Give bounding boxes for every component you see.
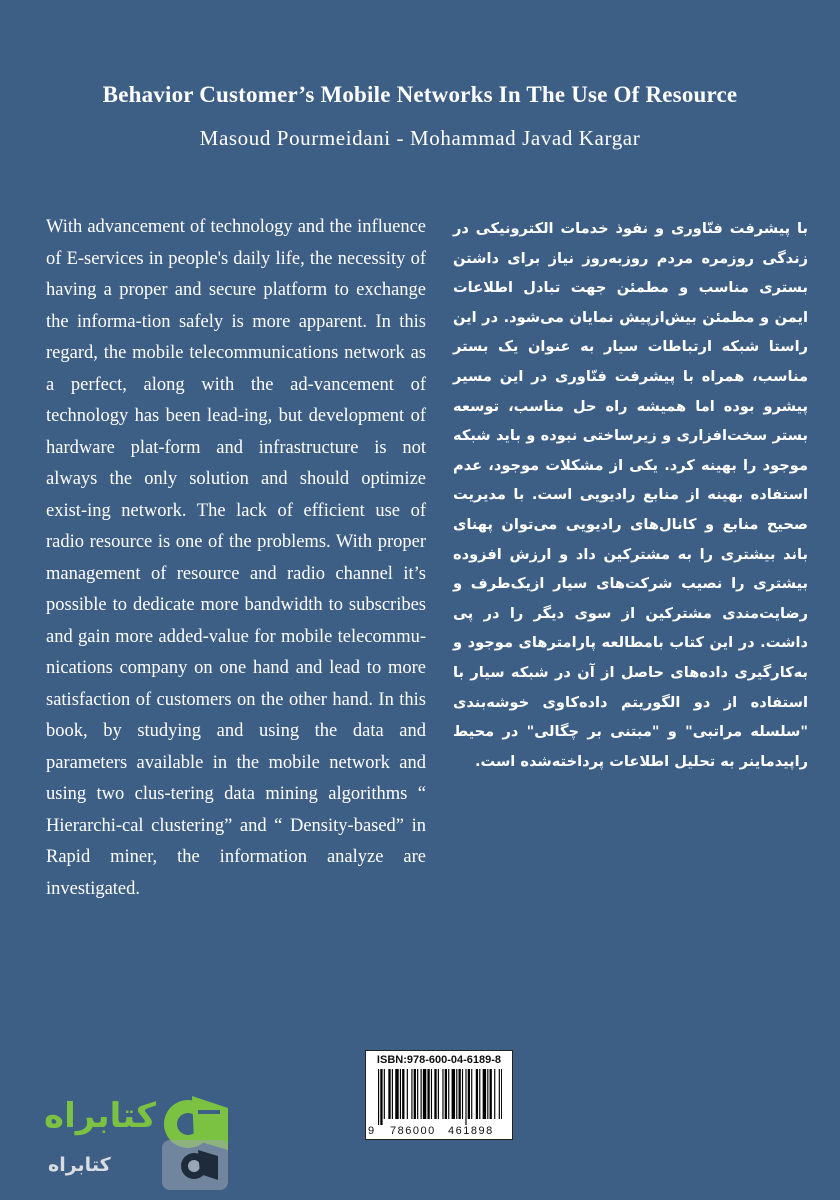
barcode-bar — [431, 1069, 432, 1119]
logo-text: کتابراه — [44, 1096, 157, 1136]
barcode-digit-left-group: 786000 — [390, 1125, 436, 1137]
barcode-bar — [402, 1069, 404, 1119]
publisher-logo[interactable] — [40, 1088, 240, 1198]
barcode-bar — [448, 1069, 449, 1119]
barcode-bar — [487, 1069, 488, 1119]
barcode-bar — [459, 1069, 461, 1119]
barcode-bar — [400, 1069, 401, 1119]
barcode-bar — [384, 1069, 385, 1119]
barcode-digit-prefix: 9 — [368, 1125, 375, 1137]
barcode-bar — [380, 1069, 382, 1125]
barcode-bar — [490, 1069, 492, 1119]
english-abstract: With advancement of technology and the influence of E-services in people's daily life, the necessity of having a proper and secure platform to exchange the informa-tion safely is more apparent. In this regard, the mobile telecommunications network as a perfect, along with the ad-vancement of technology has been lead-ing, but development of hardware plat-form and infrastructure is not always the only solution and should optimize exist-ing network. The lack of efficient use of radio resource is one of the problems. With proper management of resource and radio channel it’s possible to dedicate more bandwidth to subscribes and gain more added-value for mobile telecommu-nications company on one hand and lead to more satisfaction of customers on the other hand. In this book, by studying and using the data and parameters available in the mobile network and using two clus-tering data mining algorithms “ Hierarchi-cal clustering” and “ Density-based” in Rapid miner, the information analyze are investigated. — [46, 217, 426, 899]
barcode-bar — [378, 1069, 379, 1125]
barcode-bar — [494, 1069, 495, 1119]
barcode-bar — [483, 1069, 486, 1119]
barcode-bar — [414, 1069, 416, 1119]
barcode-bar — [442, 1069, 443, 1119]
isbn-barcode-box — [365, 1050, 513, 1140]
barcode-bar — [427, 1069, 429, 1119]
logo-watermark-icon — [160, 1136, 230, 1194]
barcode-bar — [456, 1069, 457, 1119]
barcode-bar — [423, 1069, 426, 1119]
barcode-bar — [438, 1069, 439, 1119]
barcode-bar — [407, 1069, 408, 1119]
barcode-bar — [445, 1069, 447, 1119]
barcode-bar — [392, 1069, 393, 1119]
page-title: Behavior Customer’s Mobile Networks In The Use Of Resource — [102, 82, 738, 107]
barcode-bar — [465, 1069, 466, 1125]
barcode-digit-right-group: 461898 — [448, 1125, 494, 1137]
barcode-bar — [462, 1069, 463, 1119]
barcode-bar — [388, 1069, 390, 1119]
barcode-bar — [476, 1069, 478, 1119]
barcode-bar — [452, 1069, 455, 1119]
barcode-bar — [468, 1069, 470, 1119]
barcode-bars — [378, 1069, 502, 1125]
barcode-bar — [421, 1069, 422, 1119]
isbn-number: ISBN:978-600-04-6189-8 — [376, 1054, 502, 1066]
persian-abstract: با پیشرفت فنّاوری و نفوذ خدمات الکترونیکی در زندگی روزمره مردم روزبه‌روز نیاز برای داشتن بستری مناسب و مطمئن جهت تبادل اطلاعات ایمن و مطمئن بیش‌ازپیش نمایان می‌شود. در این راستا شبکه ارتباطات سیار به عنوان یک بستر مناسب، همراه با پیشرفت فنّاوری در این مسیر پیشرو بوده اما همیشه راه حل مناسب، توسعه بستر سخت‌افزاری و زیرساختی نبوده و باید شبکه موجود را بهینه کرد. یکی از مشکلات موجود، عدم استفاده بهینه از منابع رادیویی است. با مدیریت صحیح منابع و کانال‌های رادیویی می‌توان پهنای باند بیشتری را به مشترکین داد و ارزش افزوده بیشتری را نصیب شرکت‌های سیار ازیک‌طرف و رضایت‌مندی مشترکین از سوی دیگر را در پی داشت. در این کتاب بامطالعه پارامترهای موجود و به‌کارگیری داده‌های حاصل از آن در شبکه سیار با استفاده از دو الگوریتم داده‌کاوی خوشه‌بندی "سلسله مراتبی" و "مبتنی بر چگالی" در محیط راپیدماینر به تحلیل اطلاعات پرداخته‌شده است. — [453, 220, 808, 770]
barcode-bar — [501, 1069, 502, 1119]
logo-watermark-text: کتابراه — [48, 1154, 111, 1176]
barcode-bar — [417, 1069, 418, 1119]
barcode-bar — [479, 1069, 480, 1119]
barcode-bar — [434, 1069, 436, 1119]
authors: Masoud Pourmeidani - Mohammad Javad Kargar — [199, 126, 641, 150]
barcode-bar — [471, 1069, 472, 1119]
barcode-bar — [499, 1069, 500, 1119]
barcode-bar — [395, 1069, 398, 1119]
barcode-bar — [411, 1069, 412, 1119]
